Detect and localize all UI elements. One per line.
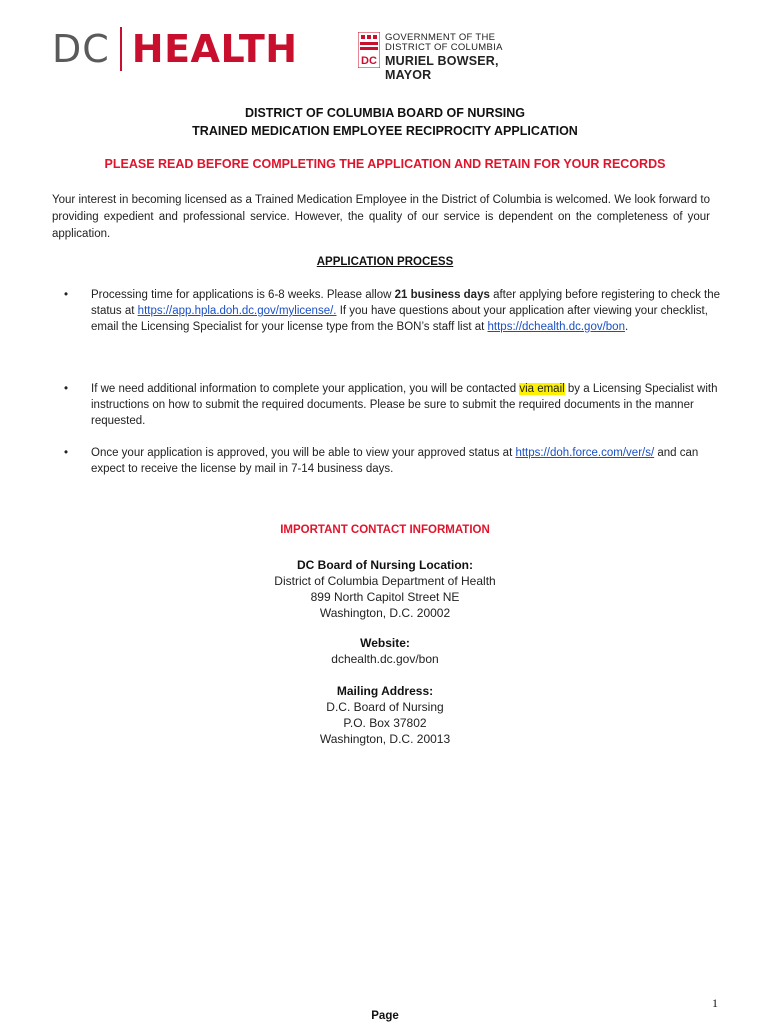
page-number: 1: [712, 996, 718, 1010]
website-value: dchealth.dc.gov/bon: [331, 652, 439, 666]
bullet-text-part: If you have questions about your application after viewing your checklist, email the Licensing Specialist for your license type from the BON’s staff list at: [91, 305, 708, 333]
business-days-bold: 21 business days: [394, 289, 490, 301]
bullet-text-part: Once your application is approved, you will be able to view your approved status at: [91, 447, 516, 459]
verification-link[interactable]: https://doh.force.com/ver/s/: [515, 447, 655, 459]
logo-health-text: HEALTH: [131, 27, 298, 71]
website-label: Website:: [360, 636, 410, 650]
location-line: District of Columbia Department of Health: [274, 574, 496, 588]
mailing-line: P.O. Box 37802: [343, 716, 427, 730]
bullet-text-part: Processing time for applications is 6-8 weeks. Please allow: [91, 289, 395, 301]
location-line: Washington, D.C. 20002: [319, 606, 451, 620]
bullet-icon: •: [64, 383, 69, 395]
bon-link[interactable]: https://dchealth.dc.gov/bon: [487, 321, 625, 333]
mylicense-link[interactable]: https://app.hpla.doh.dc.gov/mylicense/.: [137, 305, 337, 317]
bullet-text: [91, 445, 721, 477]
document-title-line-2: TRAINED MEDICATION EMPLOYEE RECIPROCITY APPLICATION: [192, 124, 578, 138]
application-process-heading: APPLICATION PROCESS: [316, 256, 454, 268]
website-block: [0, 635, 770, 667]
mailing-label: Mailing Address:: [336, 684, 434, 698]
document-title-line-1: DISTRICT OF COLUMBIA BOARD OF NURSING: [244, 106, 526, 120]
location-block: [0, 557, 770, 621]
bullet-text-part: .: [624, 321, 629, 333]
dc-flag-seal-icon: [358, 32, 380, 68]
location-label: DC Board of Nursing Location:: [297, 558, 473, 572]
bullet-text: [91, 381, 721, 429]
via-email-highlight: via email: [519, 383, 565, 395]
intro-paragraph: Your interest in becoming licensed as a Trained Medication Employee in the District of Columbia is welcomed. We look forward to providing expedient and professional service. However, the quality of our service is dependent on the completeness of your application.: [52, 194, 710, 240]
svg-text:DC: DC: [361, 55, 377, 67]
read-before-warning: PLEASE READ BEFORE COMPLETING THE APPLICATION AND RETAIN FOR YOUR RECORDS: [104, 157, 666, 171]
bullet-icon: •: [64, 447, 69, 459]
government-logo: [358, 32, 548, 82]
bullet-icon: •: [64, 289, 69, 301]
bullet-text-part: and can expect to receive the license by mail in 7-14 business days.: [91, 447, 699, 475]
location-line: 899 North Capitol Street NE: [310, 590, 460, 604]
bullet-text-part: by a Licensing Specialist with instructions on how to submit the required documents. Please be sure to submit the required documents in the manner requested.: [91, 383, 718, 427]
dc-health-logo: [52, 26, 298, 72]
contact-information-heading: IMPORTANT CONTACT INFORMATION: [280, 524, 490, 536]
gov-line-2: DISTRICT OF COLUMBIA: [385, 42, 503, 53]
logo-divider: [120, 27, 122, 71]
gov-line-1: GOVERNMENT OF THE: [385, 32, 496, 43]
bullet-text-part: after applying before registering to check the status at: [91, 289, 721, 317]
mailing-block: [0, 683, 770, 747]
mailing-line: D.C. Board of Nursing: [326, 700, 444, 714]
mayor-name: MURIEL BOWSER, MAYOR: [385, 54, 499, 82]
page-footer: Page: [371, 1010, 399, 1022]
logo-dc-text: DC: [52, 27, 110, 71]
bullet-text: [91, 287, 721, 335]
bullet-text-part: If we need additional information to complete your application, you will be contacted: [91, 383, 520, 395]
mailing-line: Washington, D.C. 20013: [319, 732, 451, 746]
